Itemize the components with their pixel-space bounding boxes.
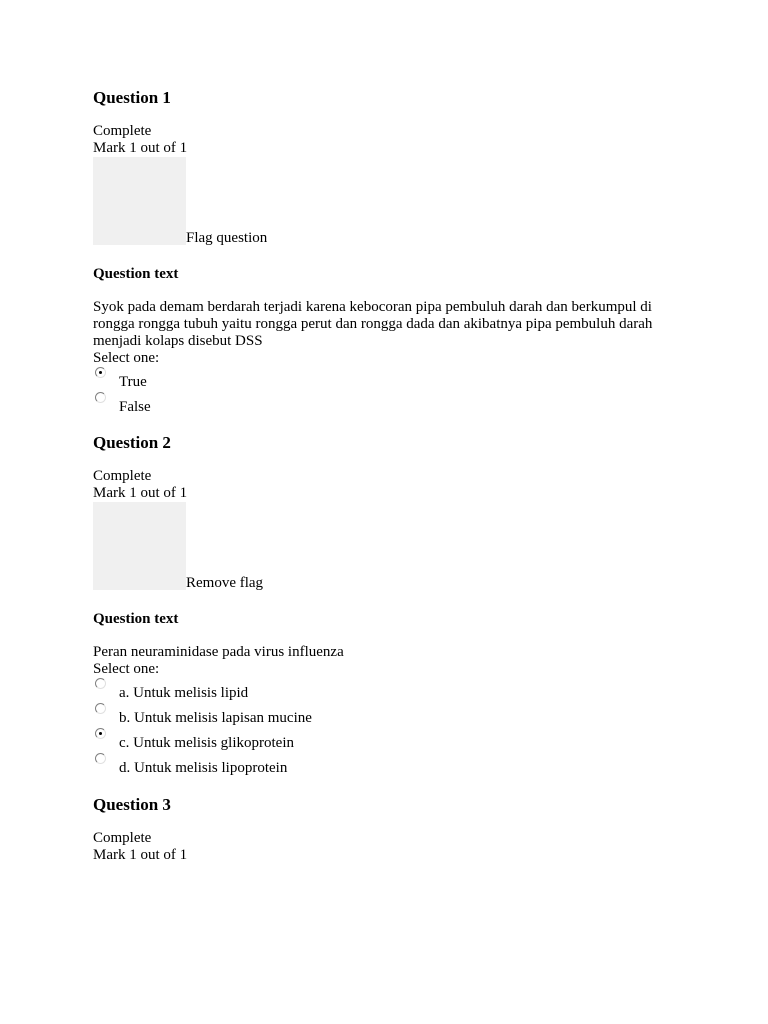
question-text: Peran neuraminidase pada virus influenza (93, 644, 344, 660)
question-text: Syok pada demam berdarah terjadi karena kebocoran pipa pembuluh darah dan berkumpul di rongga rongga tubuh yaitu rongga perut dan rongga dada dan akibatnya pipa pembuluh darah menjadi kolaps disebut DSS (93, 299, 653, 349)
question-info (93, 123, 683, 157)
question-2 (93, 433, 683, 778)
select-one-prompt: Select one: (93, 661, 160, 677)
question-status: Complete (93, 123, 152, 139)
question-status: Complete (93, 830, 152, 846)
question-mark: Mark 1 out of 1 (93, 485, 188, 501)
flag-image-placeholder (93, 157, 186, 245)
answer-option-c[interactable] (93, 728, 683, 753)
radio-button-selected[interactable] (95, 728, 106, 739)
answer-label: b. Untuk melisis lapisan mucine (119, 710, 312, 726)
answer-label: True (119, 374, 147, 390)
answer-option-d[interactable] (93, 753, 683, 778)
answer-options (93, 367, 683, 417)
question-info (93, 830, 683, 864)
flag-image-placeholder (93, 502, 186, 590)
question-1 (93, 88, 683, 417)
answer-option-true[interactable] (93, 367, 683, 392)
question-text-heading: Question text (93, 611, 179, 627)
question-mark: Mark 1 out of 1 (93, 140, 188, 156)
answer-label: d. Untuk melisis lipoprotein (119, 760, 288, 776)
answer-label: c. Untuk melisis glikoprotein (119, 735, 294, 751)
question-heading: Question 2 (93, 433, 171, 452)
radio-button[interactable] (95, 703, 106, 714)
radio-button[interactable] (95, 392, 106, 403)
radio-button-selected[interactable] (95, 367, 106, 378)
flag-row (93, 502, 683, 590)
answer-option-false[interactable] (93, 392, 683, 417)
question-3 (93, 795, 683, 864)
answer-option-a[interactable] (93, 678, 683, 703)
radio-button[interactable] (95, 678, 106, 689)
radio-button[interactable] (95, 753, 106, 764)
question-heading: Question 1 (93, 88, 171, 107)
answer-options (93, 678, 683, 778)
question-mark: Mark 1 out of 1 (93, 847, 188, 863)
select-one-prompt: Select one: (93, 350, 160, 366)
question-heading: Question 3 (93, 795, 171, 814)
flag-question-link[interactable]: Flag question (186, 230, 268, 246)
remove-flag-link[interactable]: Remove flag (186, 575, 264, 591)
question-info (93, 468, 683, 502)
answer-label: False (119, 399, 151, 415)
flag-row (93, 157, 683, 245)
answer-option-b[interactable] (93, 703, 683, 728)
answer-label: a. Untuk melisis lipid (119, 685, 249, 701)
question-text-heading: Question text (93, 266, 179, 282)
question-status: Complete (93, 468, 152, 484)
